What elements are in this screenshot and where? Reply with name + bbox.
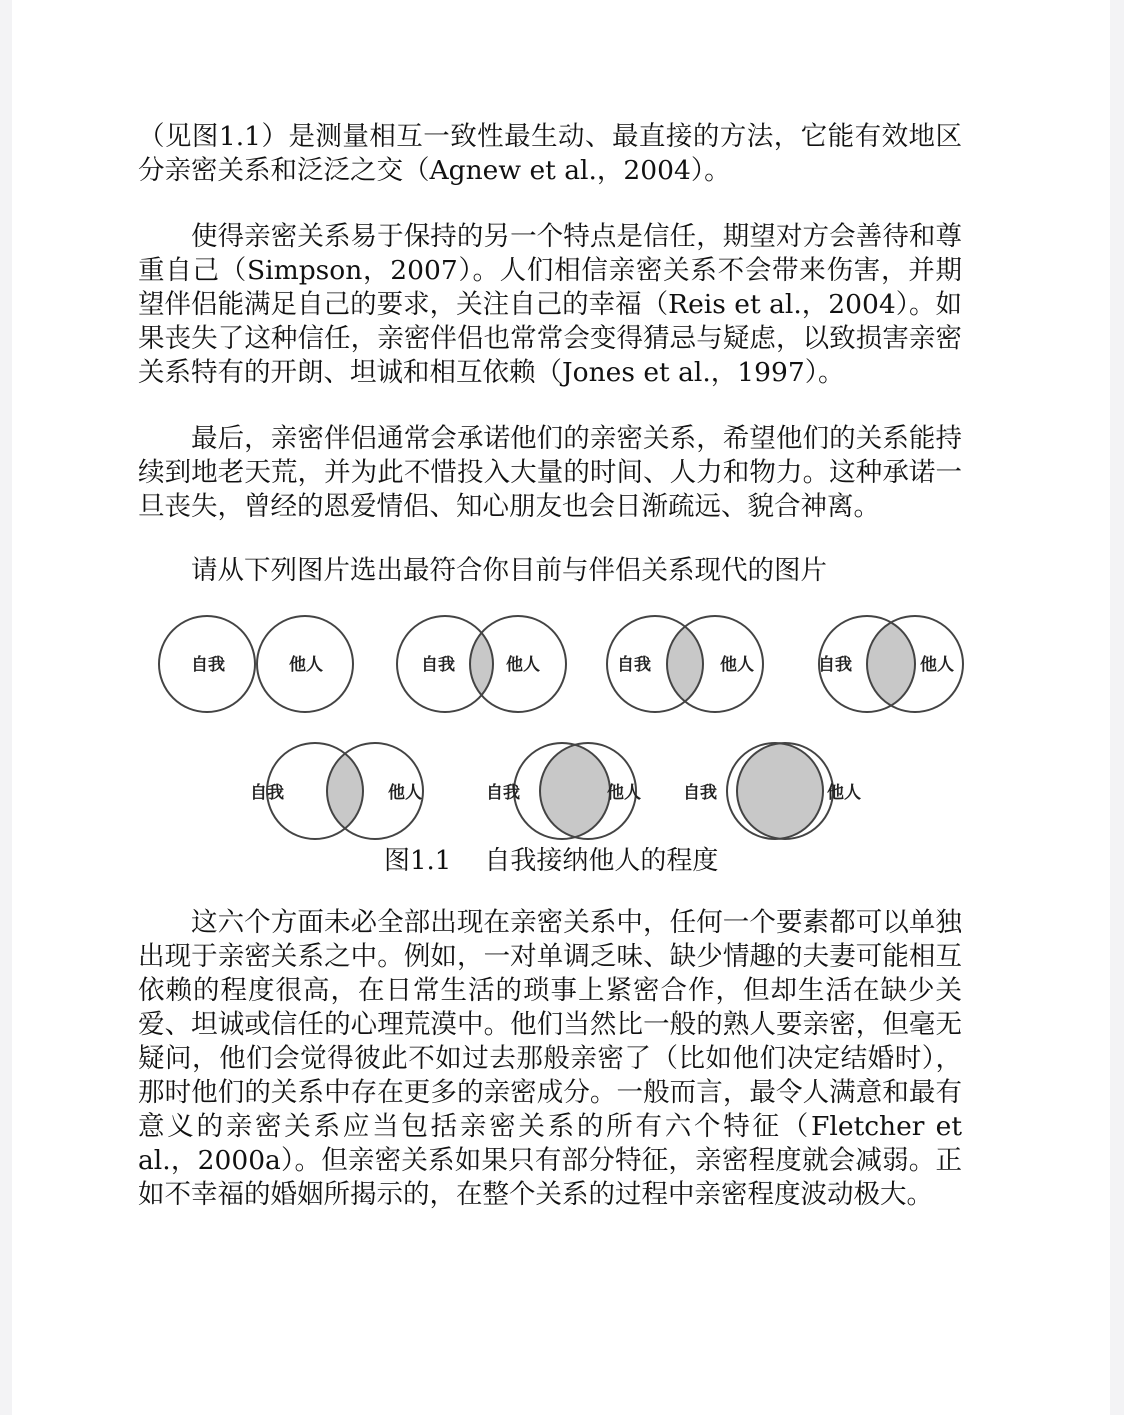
selection-prompt: 请从下列图片选出最符合你目前与伴侣关系现代的图片 (191, 555, 827, 586)
venn-diagram-3 (607, 616, 763, 712)
paragraph-1: （见图1.1）是测量相互一致性最生动、最直接的方法，它能有效地区分亲密关系和泛泛之交（Agnew et al.，2004）。 (138, 121, 962, 186)
other-label: 他人 (289, 655, 323, 675)
other-label: 他人 (388, 783, 422, 803)
self-label: 自我 (250, 783, 284, 803)
paragraph-3: 最后，亲密伴侣通常会承诺他们的亲密关系，希望他们的关系能持续到地老天荒，并为此不惜投入大量的时间、人力和物力。这种承诺一旦丧失，曾经的恩爱情侣、知心朋友也会日渐疏远、貌合神离。 (138, 423, 962, 522)
self-label: 自我 (191, 655, 225, 675)
paragraph-2: 使得亲密关系易于保持的另一个特点是信任，期望对方会善待和尊重自己（Simpson，2007）。人们相信亲密关系不会带来伤害，并期望伴侣能满足自己的要求，关注自己的幸福（Reis et al.，2004）。如果丧失了这种信任，亲密伴侣也常常会变得猜忌与疑虑，以致损害亲密关系特有的开朗、坦诚和相互依赖（Jones et al.，1997）。 (138, 221, 962, 388)
other-label: 他人 (920, 655, 954, 675)
venn-diagram-6 (486, 743, 641, 839)
venn-diagram-7 (683, 743, 861, 839)
venn-diagram-1 (159, 616, 353, 712)
self-label: 自我 (486, 783, 520, 803)
venn-diagram-2 (397, 616, 566, 712)
other-label: 他人 (720, 655, 754, 675)
paragraph-4: 这六个方面未必全部出现在亲密关系中，任何一个要素都可以单独出现于亲密关系之中。例如，一对单调乏味、缺少情趣的夫妻可能相互依赖的程度很高，在日常生活的琐事上紧密合作，但却生活在缺少关爱、坦诚或信任的心理荒漠中。他们当然比一般的熟人要亲密，但毫无疑问，他们会觉得彼此不如过去那般亲密了（比如他们决定结婚时），那时他们的关系中存在更多的亲密成分。一般而言，最令人满意和最有意义的亲密关系应当包括亲密关系的所有六个特征（Fletcher et al.，2000a）。但亲密关系如果只有部分特征，亲密程度就会减弱。正如不幸福的婚姻所揭示的，在整个关系的过程中亲密程度波动极大。 (138, 907, 962, 1210)
other-label: 他人 (506, 655, 540, 675)
self-label: 自我 (617, 655, 651, 675)
self-label: 自我 (683, 783, 717, 803)
figure-caption: 图1.1 自我接纳他人的程度 (384, 846, 719, 876)
venn-diagram-4 (818, 616, 963, 712)
other-label: 他人 (827, 783, 861, 803)
venn-diagram-5 (250, 743, 423, 839)
other-label: 他人 (607, 783, 641, 803)
self-label: 自我 (818, 655, 852, 675)
self-label: 自我 (421, 655, 455, 675)
